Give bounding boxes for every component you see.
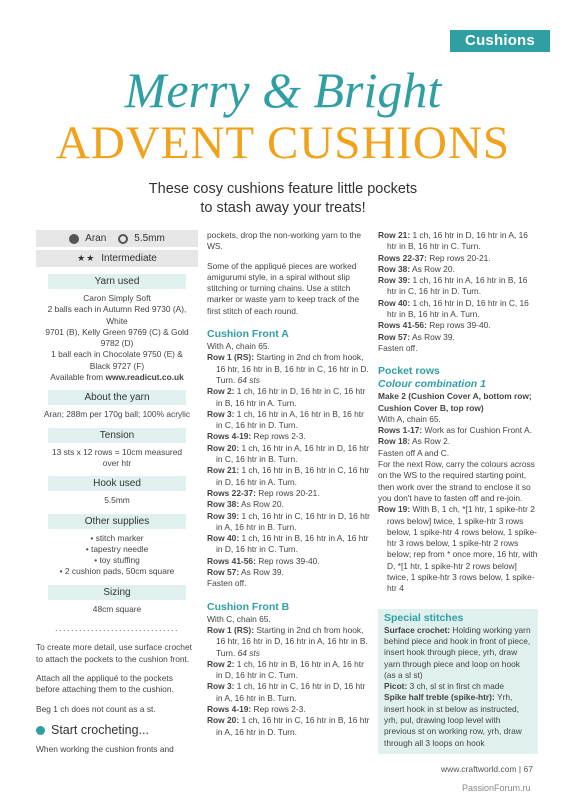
front-a-rows bbox=[207, 352, 371, 578]
pattern-row bbox=[378, 425, 538, 436]
special-stitch-item bbox=[384, 681, 532, 692]
row-label: Row 21: bbox=[378, 230, 411, 240]
yarn-used-heading: Yarn used bbox=[48, 274, 186, 289]
colour-combination-heading: Colour combination 1 bbox=[378, 378, 486, 391]
row-label: Row 39: bbox=[378, 275, 411, 286]
section-tab: Cushions bbox=[450, 30, 550, 52]
row-label: Row 20: bbox=[207, 442, 240, 453]
row-text: As Row 39. bbox=[410, 331, 455, 342]
row-label: Row 18: bbox=[378, 436, 411, 447]
watermark: PassionForum.ru bbox=[462, 783, 531, 793]
pattern-row bbox=[378, 275, 538, 298]
row-label: Row 57: bbox=[378, 331, 411, 342]
pattern-row bbox=[207, 465, 371, 488]
pattern-row bbox=[207, 409, 371, 432]
row-text: 1 ch, 16 htr in A, 16 htr in B, 16 htr in C, 16 htr in D. Turn. bbox=[216, 408, 364, 431]
front-b-rows-cont bbox=[378, 230, 538, 343]
supply-item: • stitch marker bbox=[90, 532, 144, 543]
start-heading bbox=[36, 722, 198, 737]
pattern-row bbox=[378, 264, 538, 275]
row-label: Row 19: bbox=[378, 504, 411, 515]
row-text: Rep rows 39-40. bbox=[426, 320, 491, 331]
row-label: Row 2: bbox=[207, 386, 235, 397]
row-text: 1 ch, 16 htr in B, 16 htr in A, 16 htr in D, 16 htr in C. Turn. bbox=[216, 533, 369, 555]
row-text: Starting in 2nd ch from hook, 16 htr, 16 htr in B, 16 htr in C, 16 htr in D. Turn. bbox=[216, 352, 369, 385]
stitch-text: 3 ch, sl st in first ch made bbox=[407, 681, 505, 692]
row-text: 1 ch, 16 htr in D, 16 htr in C, 16 htr in B, 16 htr in A. Turn. bbox=[387, 297, 529, 320]
pattern-row bbox=[207, 488, 371, 499]
stitch-label: Surface crochet: bbox=[384, 624, 451, 635]
hook-size: 5.5mm bbox=[134, 232, 165, 244]
bullet-dot-icon bbox=[36, 726, 45, 735]
available-prefix: Available from bbox=[50, 372, 106, 383]
row-label: Row 3: bbox=[207, 681, 235, 692]
tension-line: over htr bbox=[102, 457, 132, 468]
pocket-note: Fasten off A and C. bbox=[378, 447, 450, 458]
row-label: Row 39: bbox=[207, 510, 240, 521]
supply-item: • toy stuffing bbox=[94, 555, 140, 566]
hook-used-heading: Hook used bbox=[48, 476, 186, 491]
row-label: Rows 22-37: bbox=[378, 252, 427, 263]
row-label: Row 40: bbox=[378, 297, 411, 308]
body-paragraph: pockets, drop the non-working yarn to the WS. bbox=[207, 230, 362, 252]
subtitle bbox=[0, 180, 566, 218]
stitch-text: Holding working yarn behind piece and hook in front of piece, insert hook through piece, yrh, draw yarn through piece and loop on hook (as a sl st) bbox=[384, 624, 531, 680]
special-stitches-heading: Special stitches bbox=[384, 611, 464, 624]
yarn-used-text bbox=[36, 293, 198, 383]
row-text: As Row 20. bbox=[410, 263, 455, 274]
front-b-start: With C, chain 65. bbox=[207, 613, 271, 624]
row-text: Rep rows 20-21. bbox=[426, 252, 491, 263]
divider-dots: ............................... bbox=[54, 623, 179, 634]
row-label: Rows 41-56: bbox=[378, 320, 427, 331]
title-script: Merry & Bright bbox=[124, 62, 442, 118]
column-1 bbox=[36, 230, 198, 755]
row-text: 1 ch, 16 htr in D, 16 htr in C, 16 htr in B, 16 htr in A. Turn. bbox=[216, 386, 366, 408]
pattern-row bbox=[378, 253, 538, 264]
row-text: 1 ch, 16 htr in B, 16 htr in C, 16 htr in D, 16 htr in A. Turn. bbox=[216, 465, 370, 487]
pocket-start: With A, chain 65. bbox=[378, 413, 441, 424]
front-a-start: With A, chain 65. bbox=[207, 341, 270, 352]
tension-line: 13 sts x 12 rows = 10cm measured bbox=[51, 446, 183, 457]
pocket-rows-heading: Pocket rows bbox=[378, 365, 440, 378]
row-label: Row 1 (RS): bbox=[207, 352, 254, 363]
supply-item: • tapestry needle bbox=[85, 543, 149, 554]
yarn-line: Caron Simply Soft bbox=[83, 293, 151, 303]
pattern-row bbox=[378, 332, 538, 343]
intro-paragraph: Beg 1 ch does not count as a st. bbox=[36, 703, 156, 714]
yarn-line: 9701 (B), Kelly Green 9769 (C) & Gold 9782 (D) bbox=[45, 326, 189, 349]
yarn-weight: Aran bbox=[85, 232, 107, 244]
row-text: Starting in 2nd ch from hook, 16 htr, 16 htr in D, 16 htr in A, 16 htr in B. Turn. bbox=[216, 624, 368, 658]
yarn-hook-meta bbox=[36, 230, 198, 247]
pattern-row bbox=[207, 533, 371, 556]
row-text: Rep rows 20-21. bbox=[255, 487, 320, 498]
sizing-text: 48cm square bbox=[92, 603, 142, 614]
row-text: 1 ch, 16 htr in C, 16 htr in D, 16 htr in A, 16 htr in B. Turn. bbox=[216, 510, 370, 532]
retailer-link[interactable]: www.readicut.co.uk bbox=[105, 372, 184, 383]
row-text: 1 ch, 16 htr in A, 16 htr in B, 16 htr in C, 16 htr in D. Turn. bbox=[387, 275, 528, 297]
row-label: Row 1 (RS): bbox=[207, 624, 254, 635]
level: Intermediate bbox=[101, 252, 157, 264]
supply-item: • 2 cushion pads, 50cm square bbox=[59, 566, 175, 577]
pattern-row bbox=[207, 511, 371, 534]
row-text: Rep rows 2-3. bbox=[251, 431, 306, 442]
row-label: Row 40: bbox=[207, 533, 240, 544]
front-b-heading: Cushion Front B bbox=[207, 600, 290, 613]
row-text: 1 ch, 16 htr in B, 16 htr in A, 16 htr in D, 16 htr in C. Turn. bbox=[216, 658, 364, 681]
yarn-line: Black 9727 (F) bbox=[89, 360, 145, 371]
row-label: Rows 4-19: bbox=[207, 431, 252, 442]
pattern-row bbox=[207, 499, 371, 510]
other-supplies-heading: Other supplies bbox=[48, 514, 186, 529]
row-label: Row 38: bbox=[207, 499, 240, 510]
special-stitches-box bbox=[378, 609, 538, 754]
row-label: Row 20: bbox=[207, 715, 240, 726]
pocket-make: Make 2 (Cushion Cover A, bottom row; Cushion Cover B, top row) bbox=[378, 391, 532, 413]
hook-icon bbox=[118, 234, 128, 244]
pattern-row bbox=[207, 681, 371, 704]
pattern-row bbox=[207, 431, 371, 442]
stitch-label: Spike half treble (spike-htr): bbox=[384, 692, 495, 703]
pattern-row bbox=[207, 625, 371, 659]
front-a-end: Fasten off. bbox=[207, 578, 247, 589]
start-paragraph: When working the cushion fronts and bbox=[36, 744, 174, 755]
row-text: As Row 2. bbox=[410, 436, 451, 447]
pattern-row bbox=[378, 320, 538, 331]
row-text: 1 ch, 16 htr in C, 16 htr in D, 16 htr in A, 16 htr in B. Turn. bbox=[216, 681, 366, 703]
title-main: ADVENT CUSHIONS bbox=[55, 117, 511, 169]
subtitle-line: to stash away your treats! bbox=[200, 200, 366, 216]
yarn-availability bbox=[36, 372, 198, 383]
pattern-row bbox=[378, 298, 538, 321]
special-stitch-item bbox=[384, 692, 532, 748]
front-b-end: Fasten off. bbox=[378, 342, 418, 353]
row-label: Row 38: bbox=[378, 263, 411, 274]
row-label: Rows 41-56: bbox=[207, 555, 256, 566]
pocket-rows bbox=[378, 425, 538, 448]
sizing-heading: Sizing bbox=[48, 585, 186, 600]
row-label: Row 3: bbox=[207, 408, 235, 419]
pattern-row bbox=[207, 704, 371, 715]
row-label: Row 2: bbox=[207, 658, 235, 669]
intro-paragraph: Attach all the appliqué to the pockets before attaching them to the cushion. bbox=[36, 672, 174, 695]
stitch-text: Yrh, insert hook in st below as instructed, yrh, pul, drawing loop level with previous st on working row, yrh, draw through all 3 loops on hook bbox=[384, 692, 522, 748]
row-text: Rep rows 39-40. bbox=[255, 555, 320, 566]
row-text: Rep rows 2-3. bbox=[251, 703, 306, 714]
row-label: Rows 1-17: bbox=[378, 425, 423, 436]
body-paragraph: Some of the appliqué pieces are worked amigurumi style, in a spiral without slip stitching or turning chains. Use a stitch marker or waste yarn to keep track of the first stitch of each round. bbox=[207, 260, 360, 316]
row-label: Rows 22-37: bbox=[207, 487, 256, 498]
about-yarn-heading: About the yarn bbox=[48, 390, 186, 405]
yarn-line: 1 ball each in Chocolate 9750 (E) & bbox=[51, 349, 183, 360]
row-label: Row 21: bbox=[207, 465, 240, 476]
pocket-row-19 bbox=[378, 504, 538, 594]
about-yarn-text: Aran; 288m per 170g ball; 100% acrylic bbox=[43, 409, 191, 420]
other-supplies-list bbox=[36, 533, 198, 578]
hook-used-text: 5.5mm bbox=[104, 495, 130, 506]
special-stitch-item bbox=[384, 625, 532, 681]
row-text: As Row 20. bbox=[239, 499, 284, 510]
row-label: Row 57: bbox=[207, 567, 240, 578]
front-b-rows bbox=[207, 625, 371, 738]
column-2 bbox=[207, 230, 371, 738]
row-text: As Row 39. bbox=[239, 567, 284, 578]
tension-heading: Tension bbox=[48, 428, 186, 443]
stitch-label: Picot: bbox=[384, 681, 408, 692]
special-stitches-list bbox=[384, 625, 532, 749]
stitch-count: 64 sts bbox=[235, 374, 260, 385]
pattern-row bbox=[378, 436, 538, 447]
pattern-row bbox=[378, 230, 538, 253]
column-3 bbox=[378, 230, 538, 754]
page-footer: www.craftworld.com | 67 bbox=[441, 764, 533, 774]
pattern-row bbox=[207, 443, 371, 466]
pattern-row bbox=[207, 386, 371, 409]
row-text: With B, 1 ch, *[1 htr, 1 spike-htr 2 rows below] twice, 1 spike-htr 3 rows below, 1 spike-htr 4 rows below, 1 spike-htr 3 rows below, 1 spike-htr 2 rows below; rep from * once more, 16 htr, with D, *[1 htr, 1 spike-htr 2 rows below] twice, 1 spike-htr 3 rows below, 1 spike-htr 4 bbox=[387, 504, 538, 594]
stitch-count: 64 sts bbox=[235, 647, 260, 658]
front-a-heading: Cushion Front A bbox=[207, 328, 289, 341]
level-meta bbox=[36, 250, 198, 267]
row-text: 1 ch, 16 htr in D, 16 htr in A, 16 htr in B, 16 htr in C. Turn. bbox=[387, 230, 528, 252]
pattern-row bbox=[207, 567, 371, 578]
subtitle-line: These cosy cushions feature little pockets bbox=[148, 181, 418, 197]
yarn-ball-icon bbox=[69, 234, 79, 244]
row-label: Rows 4-19: bbox=[207, 703, 252, 714]
pattern-row bbox=[207, 556, 371, 567]
pattern-row bbox=[207, 715, 371, 738]
start-heading-text: Start crocheting... bbox=[51, 722, 149, 737]
row-text: 1 ch, 16 htr in A, 16 htr in D, 16 htr in C, 16 htr in B. Turn. bbox=[216, 442, 370, 465]
tension-text bbox=[36, 447, 198, 470]
star-icon: ★★ bbox=[77, 252, 96, 263]
row-text: Work as for Cushion Front A. bbox=[422, 425, 532, 436]
pocket-note: For the next Row, carry the colours across on the WS to the required starting point, then work over the strand to enclose it so you don't have to fasten off and re-join. bbox=[378, 459, 535, 503]
yarn-line: 2 balls each in Autumn Red 9730 (A), White bbox=[47, 304, 187, 326]
pattern-row bbox=[207, 659, 371, 682]
pattern-row bbox=[207, 352, 371, 386]
row-text: 1 ch, 16 htr in C, 16 htr in B, 16 htr in A, 16 htr in D. Turn. bbox=[216, 715, 370, 737]
intro-paragraph: To create more detail, use surface crochet to attach the pockets to the cushion front. bbox=[36, 642, 192, 664]
